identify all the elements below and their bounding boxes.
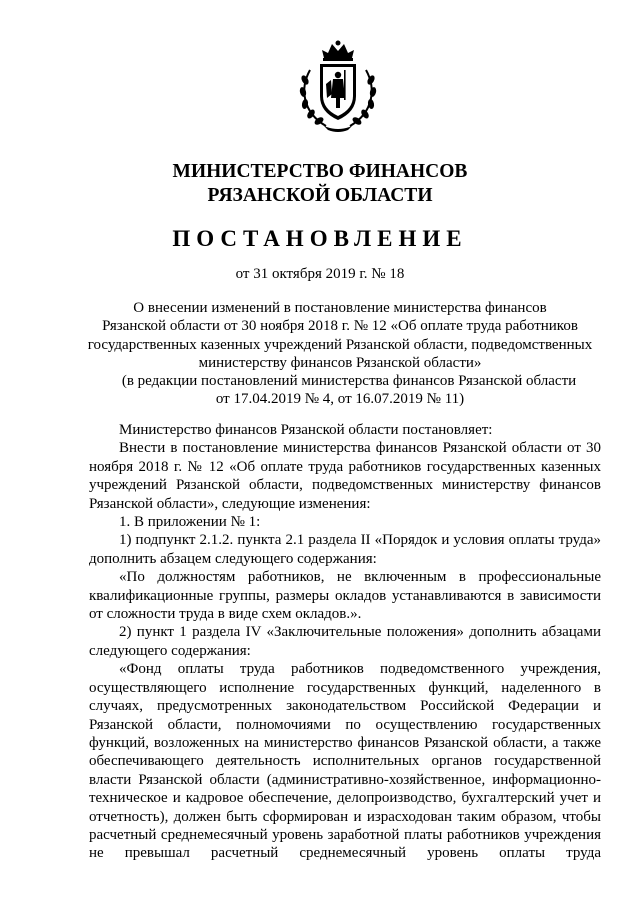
document-body	[89, 421, 601, 863]
document-title	[80, 299, 600, 409]
body-paragraph: 1. В приложении № 1:	[119, 514, 261, 531]
coat-of-arms-icon	[296, 40, 380, 134]
title-line: Рязанской области от 30 ноября 2018 г. № 12 «Об оплате труда работников	[102, 318, 578, 335]
body-paragraph: 2) пункт 1 раздела IV «Заключительные положения» дополнить абзацами следующего содержания:	[89, 624, 601, 659]
body-paragraph: 1) подпункт 2.1.2. пункта 2.1 раздела II «Порядок и условия оплаты труда» дополнить абзацем следующего содержания:	[89, 532, 601, 567]
ministry-name-line1: МИНИСТЕРСТВО ФИНАНСОВ	[172, 161, 468, 182]
body-paragraph: «Фонд оплаты труда работников подведомственного учреждения, осуществляющего исполнение государственных функций, наделенного в случаях, предусмотренных законодательством Российской Федерации и Рязанской области, полномочиями по осуществлению государственных функций, возложенных на министерство финансов Рязанской области, а также обеспечивающего деятельность исполнительных органов государственной власти Рязанской области (административно-хозяйственное, информационно-техническое и кадровое обеспечение, делопроизводство, бухгалтерский учет и отчетность), должен быть сформирован и израсходован таким образом, чтобы расчетный среднемесячный уровень заработной платы работников учреждения не превышал расчетный среднемесячный уровень оплаты труда	[89, 661, 601, 862]
title-amendment-line: от 17.04.2019 № 4, от 16.07.2019 № 11)	[215, 391, 465, 408]
title-amendment-line: (в редакции постановлений министерства финансов Рязанской области	[121, 373, 577, 390]
body-paragraph: Внести в постановление министерства финансов Рязанской области от 30 ноября 2018 г. № 12 «Об оплате труда работников государственных казенных учреждений Рязанской области, подведомственных министерству финансов Рязанской области», следующие изменения:	[89, 440, 601, 512]
body-paragraph: «По должностям работников, не включенным в профессиональные квалификационные группы, размеры окладов устанавливаются в зависимости от сложности труда в виде схем окладов.».	[89, 569, 601, 623]
body-paragraph: Министерство финансов Рязанской области постановляет:	[119, 422, 493, 438]
ministry-name-line2: РЯЗАНСКОЙ ОБЛАСТИ	[207, 185, 433, 206]
document-date-number: от 31 октября 2019 г. № 18	[235, 266, 405, 282]
document-type: ПОСТАНОВЛЕНИЕ	[172, 226, 468, 251]
title-line: министерству финансов Рязанской области»	[198, 354, 482, 371]
title-line: государственных казенных учреждений Рязанской области, подведомственных	[87, 336, 593, 353]
title-line: О внесении изменений в постановление министерства финансов	[133, 300, 547, 316]
